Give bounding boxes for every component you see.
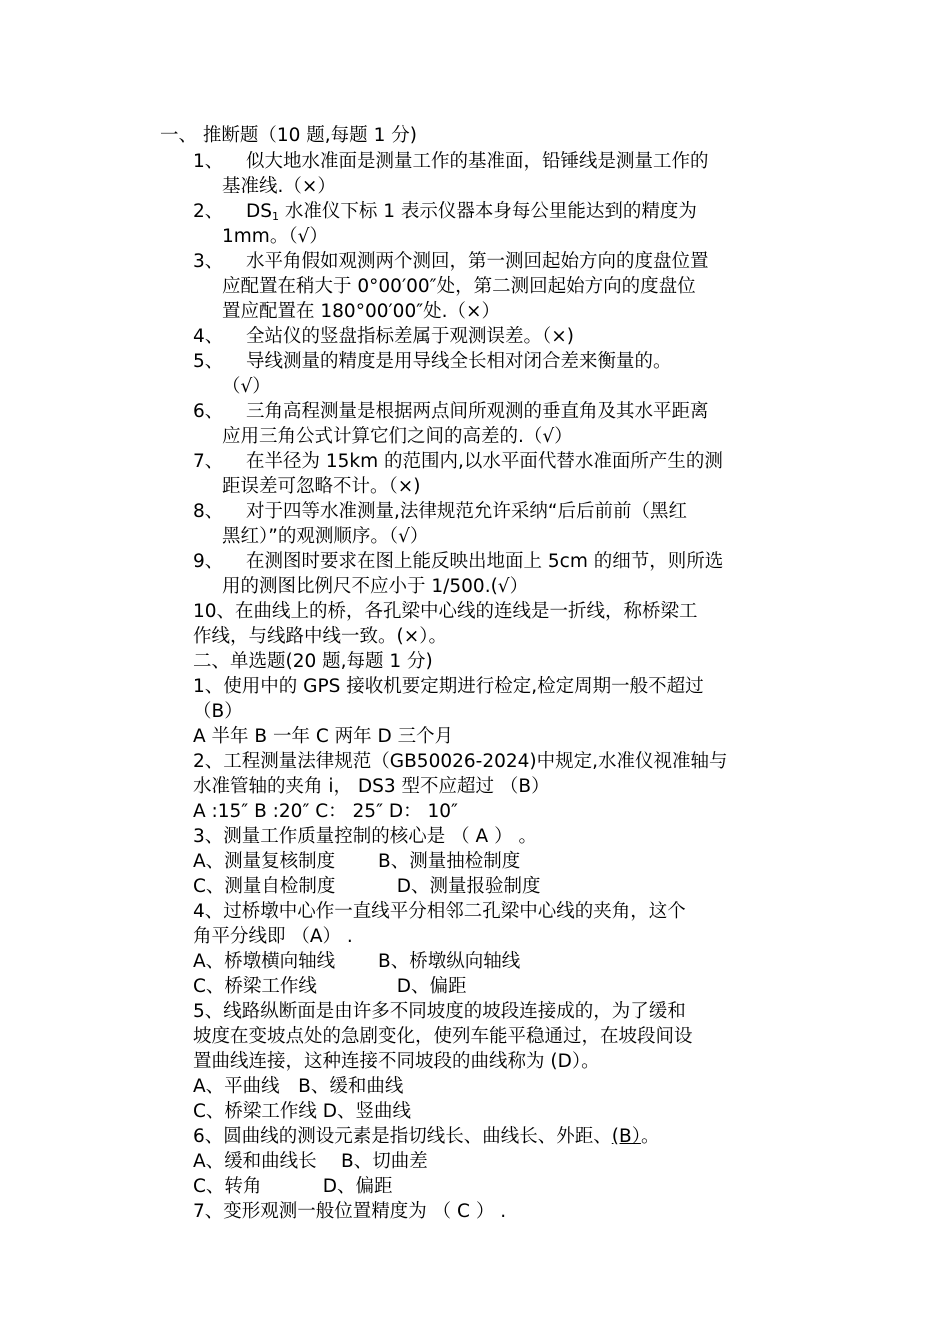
item-7-number: 7、 — [193, 451, 224, 472]
answer-options: A 半年 B 一年 C 两年 D 三个月 — [193, 726, 454, 747]
item-2-number: 2、 — [193, 201, 224, 222]
item-5-line-2: （√） — [222, 376, 271, 397]
question-text: 角平分线即 （A） . — [193, 926, 353, 947]
question-text: 7、变形观测一般位置精度为 （ C ） . — [193, 1201, 507, 1222]
item-6-number: 6、 — [193, 401, 224, 422]
item-2-line-1: $DS_1$ 水准仪下标 1 表示仪器本身每公里能达到的精度为 — [246, 201, 697, 223]
item-1-number: 1、 — [193, 151, 224, 172]
answer-options: A、平曲线 B、缓和曲线 — [193, 1076, 404, 1097]
item-7-line-2: 距误差可忽略不计。（×) — [222, 476, 421, 497]
question-text: 置曲线连接，这种连接不同坡段的曲线称为 (D）。 — [193, 1051, 600, 1072]
item-1-line-2: 基准线.（×） — [222, 176, 336, 197]
answer-options: A、测量复核制度 B、测量抽检制度 — [193, 851, 521, 872]
item-9-number: 9、 — [193, 551, 224, 572]
question-text: （B） — [193, 701, 243, 722]
item-10-line-1: 10、在曲线上的桥，各孔梁中心线的连线是一折线，称桥梁工 — [193, 601, 698, 622]
section-1-title: 一、 推断题（10 题,每题 1 分) — [160, 125, 417, 146]
item-2-line-2: 1mm。（√） — [222, 226, 328, 247]
section-2-title: 二、单选题(20 题,每题 1 分) — [193, 651, 433, 672]
question-text: 4、过桥墩中心作一直线平分相邻二孔梁中心线的夹角，这个 — [193, 901, 686, 922]
item-8-number: 8、 — [193, 501, 224, 522]
answer-options: A、桥墩横向轴线 B、桥墩纵向轴线 — [193, 951, 521, 972]
question-text: 5、线路纵断面是由许多不同坡度的坡段连接成的，为了缓和 — [193, 1001, 686, 1022]
answer-options: A、缓和曲线长 B、切曲差 — [193, 1151, 428, 1172]
item-5-line-1: 导线测量的精度是用导线全长相对闭合差来衡量的。 — [246, 351, 672, 372]
item-7-line-1: 在半径为 15km 的范围内,以水平面代替水准面所产生的测 — [246, 451, 723, 472]
answer-options: C、桥梁工作线 D、竖曲线 — [193, 1101, 412, 1122]
item-4-line-1: 全站仪的竖盘指标差属于观测误差。（×) — [246, 326, 574, 347]
question-text: 水准管轴的夹角 i， DS3 型不应超过 （B） — [193, 776, 550, 797]
question-6-answer: (B） — [611, 1126, 641, 1147]
item-6-line-1: 三角高程测量是根据两点间所观测的垂直角及其水平距离 — [246, 401, 709, 422]
question-text: 坡度在变坡点处的急剧变化，使列车能平稳通过，在坡段间设 — [193, 1026, 693, 1047]
item-10-line-2: 作线，与线路中线一致。(×）。 — [193, 626, 447, 647]
question-text: 1、使用中的 GPS 接收机要定期进行检定,检定周期一般不超过 — [193, 676, 704, 697]
answer-options: C、桥梁工作线 D、偏距 — [193, 976, 467, 997]
item-3-line-2: 应配置在稍大于 0°00′00″处，第二测回起始方向的度盘位 — [222, 276, 696, 297]
item-3-number: 3、 — [193, 251, 224, 272]
answer-options: A :15″ B :20″ C： 25″ D： 10″ — [193, 801, 458, 822]
item-4-number: 4、 — [193, 326, 224, 347]
item-5-number: 5、 — [193, 351, 224, 372]
item-6-line-2: 应用三角公式计算它们之间的高差的.（√） — [222, 426, 573, 447]
item-1-line-1: 似大地水准面是测量工作的基准面，铅锤线是测量工作的 — [246, 151, 709, 172]
item-9-line-2: 用的测图比例尺不应小于 1/500.(√） — [222, 576, 529, 597]
item-8-line-2: 黑红）”的观测顺序。（√） — [222, 526, 429, 547]
question-text: 2、工程测量法律规范（GB50026-2024)中规定,水准仪视准轴与 — [193, 751, 728, 772]
answer-options: C、测量自检制度 D、测量报验制度 — [193, 876, 541, 897]
item-8-line-1: 对于四等水准测量,法律规范允许采纳“后后前前（黑红 — [246, 501, 687, 522]
item-3-line-3: 置应配置在 180°00′00″处.（×） — [222, 301, 501, 322]
item-9-line-1: 在测图时要求在图上能反映出地面上 5cm 的细节，则所选 — [246, 551, 724, 572]
item-3-line-1: 水平角假如观测两个测回，第一测回起始方向的度盘位置 — [246, 251, 709, 272]
question-text: 3、测量工作质量控制的核心是 （ A ） 。 — [193, 826, 537, 847]
question-6-text: 6、圆曲线的测设元素是指切线长、曲线长、外距、(B）。 — [193, 1126, 660, 1147]
answer-options: C、转角 D、偏距 — [193, 1176, 393, 1197]
